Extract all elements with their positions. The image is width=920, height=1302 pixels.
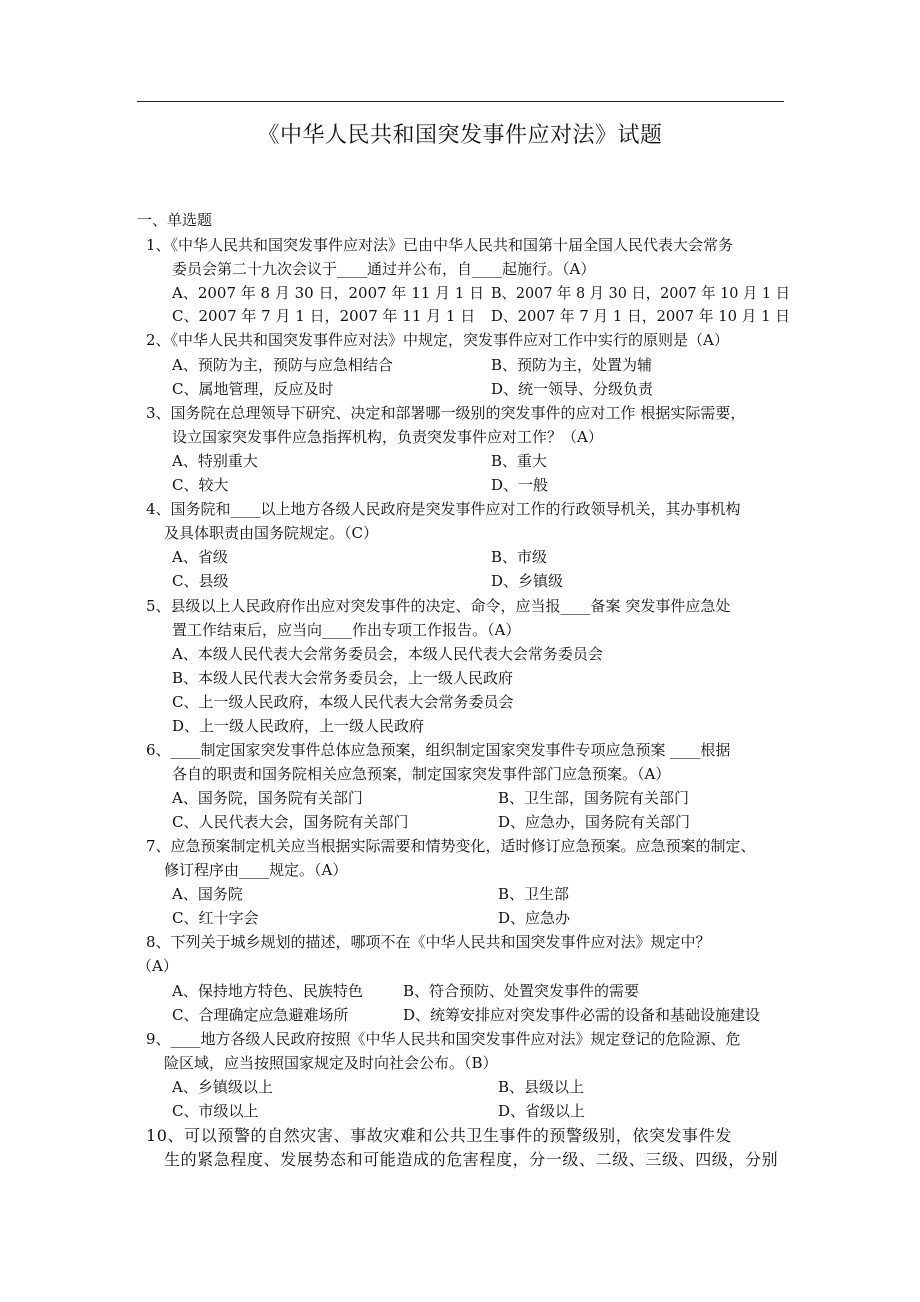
q6-option-d: D、应急办，国务院有关部门 — [498, 813, 691, 831]
q5-option-a: A、本级人民代表大会常务委员会，本级人民代表大会常务委员会 — [172, 645, 603, 663]
section-heading: 一、单选题 — [137, 211, 213, 229]
question-7-text-cont: 修订程序由____规定。（A） — [164, 861, 348, 879]
q2-option-b: B、预防为主，处置为辅 — [491, 356, 653, 374]
q4-option-a: A、省级 — [172, 548, 228, 566]
q5-option-c: C、上一级人民政府，本级人民代表大会常务委员会 — [172, 693, 514, 711]
q9-option-d: D、省级以上 — [498, 1102, 586, 1120]
q8-option-a: A、保持地方特色、民族特色 — [172, 982, 363, 1000]
q1-option-c: C、2007 年 7 月 1 日，2007 年 11 月 1 日 — [172, 307, 476, 325]
q8-option-c: C、合理确定应急避难场所 — [172, 1006, 349, 1024]
q3-option-c: C、较大 — [172, 476, 229, 494]
q7-option-a: A、国务院 — [172, 885, 243, 903]
q6-option-a: A、国务院，国务院有关部门 — [172, 789, 363, 807]
q1-option-a: A、2007 年 8 月 30 日，2007 年 11 月 1 日 — [172, 284, 485, 302]
question-1-text: 1、《中华人民共和国突发事件应对法》已由中华人民共和国第十届全国人民代表大会常务 — [146, 236, 734, 254]
q3-option-b: B、重大 — [491, 452, 548, 470]
question-4-text-cont: 及具体职责由国务院规定。（C） — [164, 524, 378, 542]
q8-option-b: B、符合预防、处置突发事件的需要 — [403, 982, 640, 1000]
q6-option-c: C、人民代表大会，国务院有关部门 — [172, 813, 409, 831]
q7-option-c: C、红十字会 — [172, 909, 259, 927]
q8-option-d: D、统筹安排应对突发事件必需的设备和基础设施建设 — [403, 1006, 761, 1024]
q2-option-a: A、预防为主，预防与应急相结合 — [172, 356, 393, 374]
question-3-text-cont: 设立国家突发事件应急指挥机构，负责突发事件应对工作？（A） — [172, 428, 603, 446]
q6-option-b: B、卫生部，国务院有关部门 — [498, 789, 690, 807]
question-7-text: 7、应急预案制定机关应当根据实际需要和情势变化，适时修订应急预案。应急预案的制定、 — [146, 837, 756, 855]
question-8-text-cont: （A） — [137, 957, 178, 975]
q4-option-c: C、县级 — [172, 572, 229, 590]
q1-option-b: B、2007 年 8 月 30 日，2007 年 10 月 1 日 — [491, 284, 790, 302]
q3-option-a: A、特别重大 — [172, 452, 258, 470]
q5-option-b: B、本级人民代表大会常务委员会，上一级人民政府 — [172, 669, 514, 687]
question-5-text-cont: 置工作结束后，应当向____作出专项工作报告。（A） — [172, 621, 521, 639]
page-title: 《中华人民共和国突发事件应对法》试题 — [257, 123, 663, 148]
q4-option-d: D、乡镇级 — [491, 572, 564, 590]
question-3-text: 3、国务院在总理领导下研究、决定和部署哪一级别的突发事件的应对工作 根据实际需要， — [146, 404, 746, 422]
q9-option-b: B、县级以上 — [498, 1078, 585, 1096]
q3-option-d: D、一般 — [491, 476, 549, 494]
q1-option-d: D、2007 年 7 月 1 日，2007 年 10 月 1 日 — [491, 307, 791, 325]
q5-option-d: D、上一级人民政府，上一级人民政府 — [172, 717, 425, 735]
q4-option-b: B、市级 — [491, 548, 548, 566]
question-1-text-cont: 委员会第二十九次会议于____通过并公布，自____起施行。（A） — [172, 260, 596, 278]
q2-option-c: C、属地管理，反应及时 — [172, 380, 334, 398]
question-10-text: 10、可以预警的自然灾害、事故灾难和公共卫生事件的预警级别，依突发事件发 — [146, 1126, 732, 1145]
question-5-text: 5、县级以上人民政府作出应对突发事件的决定、命令，应当报____备案 突发事件应急处 — [146, 597, 731, 615]
question-2-text: 2、《中华人民共和国突发事件应对法》中规定，突发事件应对工作中实行的原则是（A） — [146, 331, 729, 349]
question-8-text: 8、下列关于城乡规划的描述，哪项不在《中华人民共和国突发事件应对法》规定中？ — [146, 933, 711, 951]
question-6-text: 6、____制定国家突发事件总体应急预案，组织制定国家突发事件专项应急预案 ____根据 — [146, 741, 731, 759]
q9-option-c: C、市级以上 — [172, 1102, 259, 1120]
q7-option-b: B、卫生部 — [498, 885, 570, 903]
question-6-text-cont: 各自的职责和国务院相关应急预案，制定国家突发事件部门应急预案。（A） — [172, 765, 671, 783]
q7-option-d: D、应急办 — [498, 909, 571, 927]
question-10-text-cont: 生的紧急程度、发展势态和可能造成的危害程度，分一级、二级、三级、四级，分别 — [164, 1150, 779, 1169]
q9-option-a: A、乡镇级以上 — [172, 1078, 273, 1096]
question-9-text-cont: 险区域，应当按照国家规定及时向社会公布。（B） — [164, 1054, 498, 1072]
question-9-text: 9、____地方各级人民政府按照《中华人民共和国突发事件应对法》规定登记的危险源、危 — [146, 1030, 741, 1048]
header-rule — [137, 101, 784, 102]
q2-option-d: D、统一领导、分级负责 — [491, 380, 654, 398]
question-4-text: 4、国务院和____以上地方各级人民政府是突发事件应对工作的行政领导机关，其办事机构 — [146, 500, 741, 518]
